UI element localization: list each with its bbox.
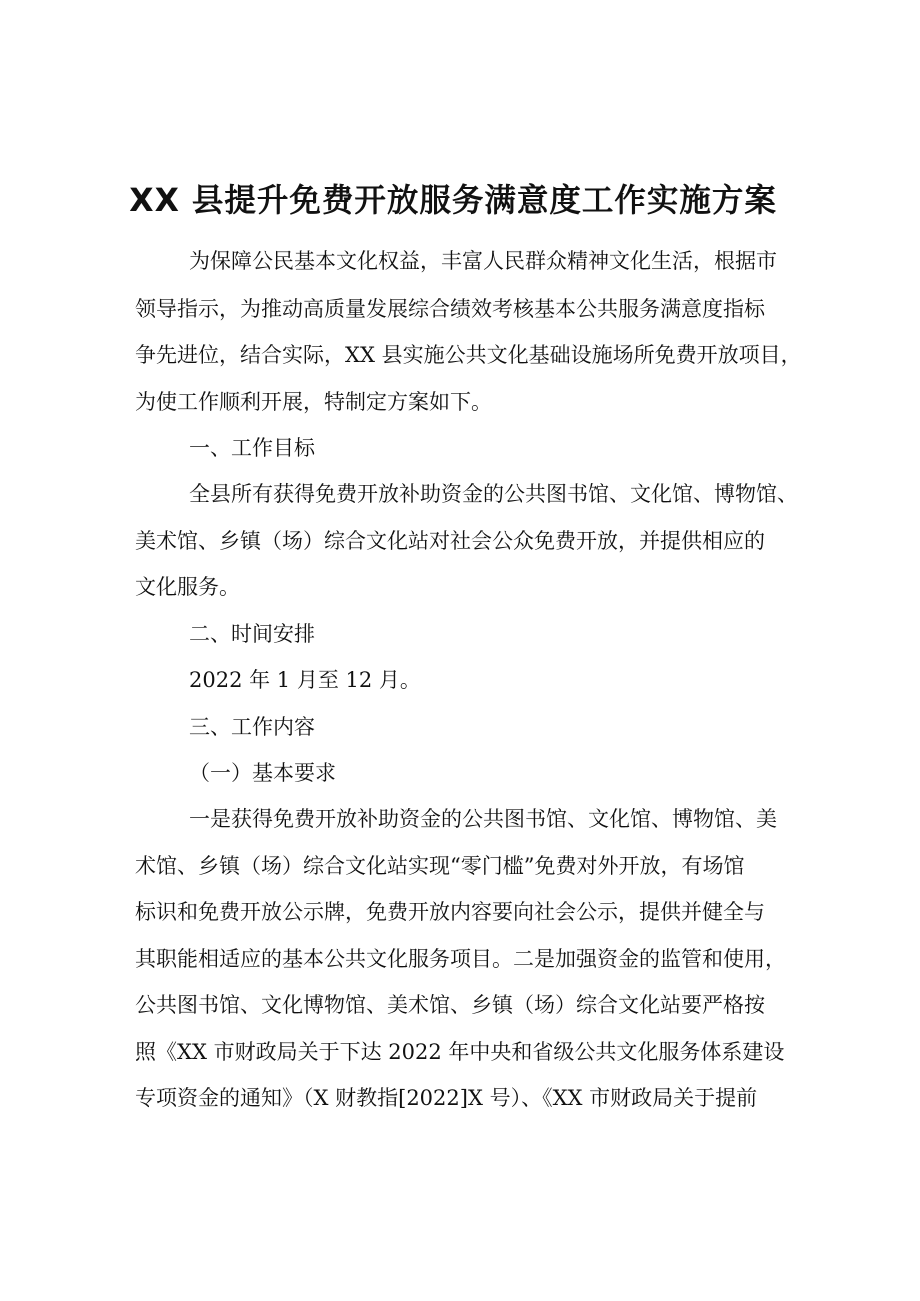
paragraph-line: 为保障公民基本文化权益，丰富人民群众精神文化生活，根据市 [189,249,777,273]
paragraph-line: 标识和免费开放公示牌，免费开放内容要向社会公示，提供并健全与 [135,900,765,924]
document-title: XX 县提升免费开放服务满意度工作实施方案 [129,181,777,219]
paragraph-line: 领导指示，为推动高质量发展综合绩效考核基本公共服务满意度指标 [135,297,765,321]
paragraph-line: 照《XX 市财政局关于下达 2022 年中央和省级公共文化服务体系建设 [135,1040,785,1064]
paragraph-line: 美术馆、乡镇（场）综合文化站对社会公众免费开放，并提供相应的 [135,529,765,553]
paragraph-line: 术馆、乡镇（场）综合文化站实现“零门槛”免费对外开放，有场馆 [135,854,745,878]
paragraph-line: 其职能相适应的基本公共文化服务项目。二是加强资金的监管和使用， [135,947,786,971]
section-heading: 三、工作内容 [189,715,315,739]
paragraph-line: 全县所有获得免费开放补助资金的公共图书馆、文化馆、博物馆、 [189,482,798,506]
paragraph-line: 为使工作顺利开展，特制定方案如下。 [135,390,492,414]
paragraph-line: 文化服务。 [135,575,240,599]
paragraph-line: 2022 年 1 月至 12 月。 [189,668,421,692]
paragraph-line: 专项资金的通知》（X 财教指[2022]X 号）、《XX 市财政局关于提前 [135,1086,758,1110]
paragraph-line: 公共图书馆、文化博物馆、美术馆、乡镇（场）综合文化站要严格按 [135,993,765,1017]
section-heading: 二、时间安排 [189,622,315,646]
paragraph-line: 一是获得免费开放补助资金的公共图书馆、文化馆、博物馆、美 [189,807,777,831]
subsection-heading: （一）基本要求 [189,761,336,785]
paragraph-line: 争先进位，结合实际，XX 县实施公共文化基础设施场所免费开放项目， [135,343,802,367]
section-heading: 一、工作目标 [189,436,315,460]
